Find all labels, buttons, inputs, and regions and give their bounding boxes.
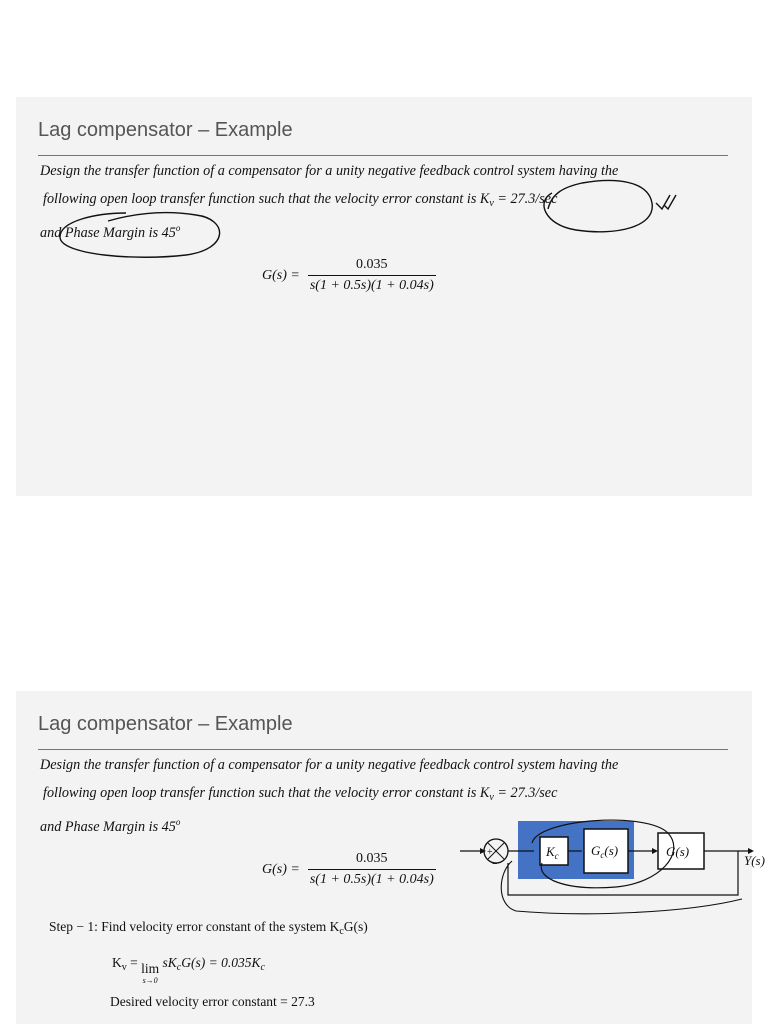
step-1-subscript: c <box>339 926 344 937</box>
step-3-text: Desired velocity error constant = 27.3 <box>110 994 315 1009</box>
equation-lhs: G(s) = <box>262 861 300 877</box>
problem-line-1: Design the transfer function of a compensator for a unity negative feedback control system having the <box>40 163 619 179</box>
equation-fraction <box>308 851 436 888</box>
kv-subscript: v <box>489 198 494 209</box>
step-1-prefix: Step − 1: Find velocity error constant of the system K <box>49 919 340 934</box>
step-1-text <box>49 919 368 937</box>
equation-numerator: 0.035 <box>356 851 388 866</box>
limit-expression: sK <box>159 955 177 970</box>
phase-margin-text: and Phase Margin is 45 <box>40 819 176 835</box>
slide-2 <box>16 691 765 1024</box>
kc-subscript: c <box>554 851 559 861</box>
problem-line-2 <box>43 191 557 209</box>
step-1-suffix: G(s) <box>343 919 368 934</box>
title-divider <box>38 155 728 156</box>
problem-line-2 <box>43 785 557 803</box>
problem-line-3 <box>40 817 180 836</box>
slide-title: Lag compensator – Example <box>38 119 293 141</box>
limit-expression-subscript: c <box>176 962 182 973</box>
limit-operator <box>141 961 159 985</box>
problem-line-2-text: following open loop transfer function such that the velocity error constant is <box>43 785 480 801</box>
kv-value: = 27.3/sec <box>493 785 558 801</box>
equals-sign: = <box>126 955 142 970</box>
transfer-function-equation <box>262 257 436 294</box>
check-mark-annotation <box>656 195 676 209</box>
kv-subscript: v <box>489 792 494 803</box>
limit-result-subscript: c <box>260 962 265 973</box>
slide-1 <box>16 97 752 496</box>
degree-sign: o <box>175 817 181 827</box>
equation-denominator: s(1 + 0.5s)(1 + 0.04s) <box>308 869 436 888</box>
arrowhead-to-g <box>652 848 658 854</box>
limit-subscript: s→0 <box>142 976 158 985</box>
degree-sign: o <box>175 223 181 233</box>
kv-lhs: K <box>112 955 122 970</box>
input-arrowhead <box>480 848 486 854</box>
sum-plus-sign: + <box>487 847 493 858</box>
kv-value: = 27.3/sec <box>493 191 558 207</box>
output-label: Y(s) <box>744 853 765 868</box>
block-diagram <box>446 813 765 923</box>
g-label: G(s) <box>666 844 690 859</box>
kv-circle-annotation <box>544 180 652 231</box>
handwritten-annotations <box>16 97 752 496</box>
problem-line-3 <box>40 223 180 242</box>
transfer-function-equation <box>262 851 436 888</box>
gc-suffix: (s) <box>604 843 619 858</box>
kv-symbol: K <box>479 785 490 801</box>
equation-lhs: G(s) = <box>262 267 300 283</box>
kv-symbol: K <box>479 191 490 207</box>
limit-result: G(s) = 0.035K <box>181 955 261 970</box>
equation-denominator: s(1 + 0.5s)(1 + 0.04s) <box>308 275 436 294</box>
gc-label: $G_c(s)$ <box>591 843 619 860</box>
kc-label: $K_c$ <box>546 844 559 861</box>
gc-subscript: c <box>600 850 605 860</box>
phase-margin-text: and Phase Margin is 45 <box>40 225 176 241</box>
title-divider <box>38 749 728 750</box>
equation-fraction <box>308 257 436 294</box>
kv-lhs-subscript: v <box>121 962 127 973</box>
sum-minus-sign: − <box>492 859 498 870</box>
limit-text: lim <box>141 961 160 976</box>
step-2-equation <box>112 955 265 985</box>
problem-line-1: Design the transfer function of a compensator for a unity negative feedback control system having the <box>40 757 619 773</box>
slide-title: Lag compensator – Example <box>38 713 293 735</box>
problem-line-2-text: following open loop transfer function such that the velocity error constant is <box>43 191 480 207</box>
equation-numerator: 0.035 <box>356 257 388 272</box>
